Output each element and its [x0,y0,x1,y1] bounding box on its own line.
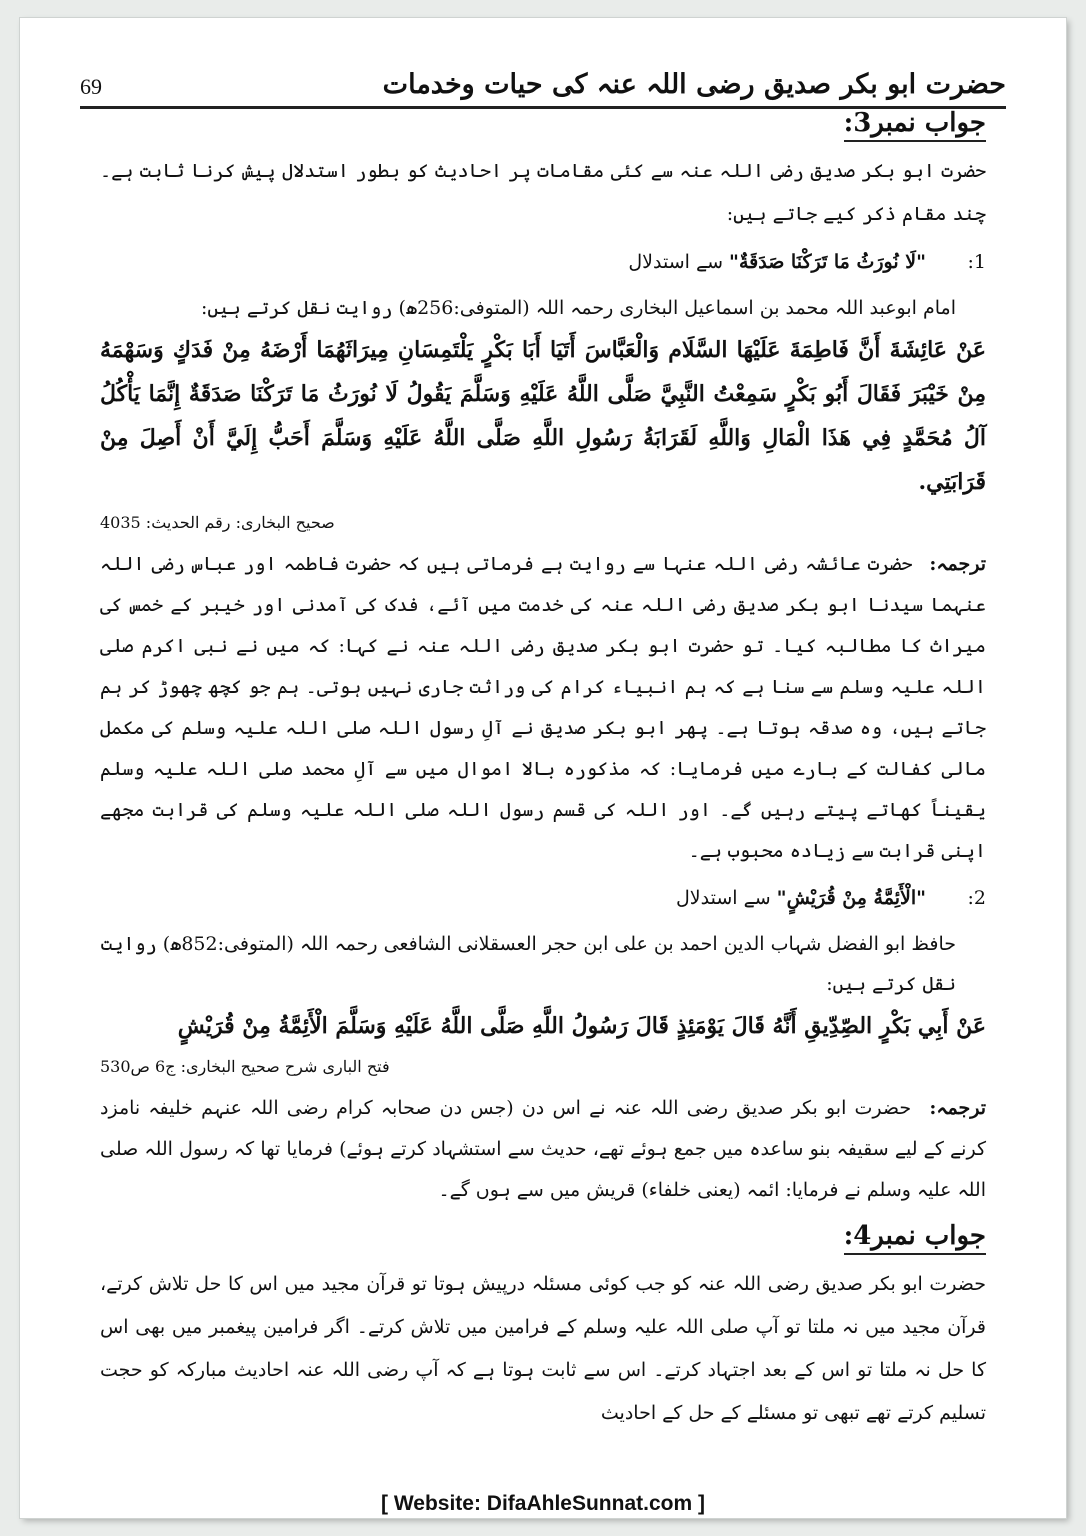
item-2 [100,878,986,918]
item-2-narrator: حافظ ابو الفضل شہاب الدین احمد بن علی ابن حجر العسقلانی الشافعی رحمہ اللہ (المتوفی:852ھ) روایت نقل کرتے ہیں: [101,933,956,995]
website-footer: [ Website: DifaAhleSunnat.com ] [381,1492,705,1515]
page-number: 69 [80,74,102,99]
item-1-translation-text: حضرت عائشہ رضی اللہ عنہا سے روایت ہے فرماتی ہیں کہ حضرت فاطمہ اور عباس رضی اللہ عنہما سیدنا ابو بکر صدیق رضی اللہ عنہ کی خدمت میں آئے، فدک کی آمدنی اور خیبر کے خمس کی میراث کا مطالبہ کیا۔ تو حضرت ابو بکر صدیق رضی اللہ عنہ نے کہا: کہ میں نے نبی اکرم صلی اللہ علیہ وسلم سے سنا ہے کہ ہم انبیاء کرام کی وراثت جاری نہیں ہوتی۔ ہم جو کچھ چھوڑ کر ہم جاتے ہیں، وہ صدقہ ہوتا ہے۔ پھر ابو بکر صدیق نے آلِ رسول اللہ صلی اللہ علیہ وسلم کی مکمل مالی کفالت کے بارے میں فرمایا: کہ مذکورہ بالا اموال میں سے آلِ محمد صلی اللہ علیہ وسلم یقیناً کھاتے پیتے رہیں گے۔ اور اللہ کی قسم رسول اللہ صلی اللہ علیہ وسلم کی قرابت مجھے اپنی قرابت سے زیادہ محبوب ہے۔ [100,553,986,862]
book-title: حضرت ابو بکر صدیق رضی اللہ عنہ کی حیات وخدمات [382,69,1006,100]
answer-3-heading: جواب نمبر3: [844,108,986,142]
item-2-translation-text: حضرت ابو بکر صدیق رضی اللہ عنہ نے اس دن (جس دن صحابہ کرام رضی اللہ عنہم خلیفہ نامزد کرنے کے لیے سقیفہ بنو ساعدہ میں جمع ہوئے تھے، حدیث سے استشہاد کرتے ہوئے) فرمایا تھا کہ رسول اللہ صلی اللہ علیہ وسلم نے فرمایا: ائمہ (یعنی خلفاء) قریش میں سے ہوں گے۔ [100,1097,986,1201]
answer-4-heading: جواب نمبر4: [844,1221,986,1255]
item-1-quote: "لَا نُورَثُ مَا تَرَكْنَا صَدَقَةٌ" [729,251,926,273]
answer-4-text: حضرت ابو بکر صدیق رضی اللہ عنہ کو جب کوئی مسئلہ درپیش ہوتا تو قرآن مجید میں اس کا حل تلاش کرتے، قرآن مجید میں نہ ملتا تو آپ صلی اللہ علیہ وسلم کے فرامین میں تلاش کرتے۔ اگر فرامین پیغمبر میں بھی اس کا حل نہ ملتا تو اس کے بعد اجتہاد کرتے۔ اس سے ثابت ہوتا ہے کہ آپ رضی اللہ عنہ احادیث مبارکہ کو حجت تسلیم کرتے تھے تبھی تو مسئلے کے حل کے احادیث [100,1273,986,1424]
item-1-translation [100,544,986,872]
item-2-arabic-hadith: عَنْ أَبِي بَكْرٍ الصِّدِّيقِ أَنَّهُ قَالَ يَوْمَئِذٍ قَالَ رَسُولُ اللَّهِ صَلَّى اللَّهُ عَلَيْهِ وَسَلَّمَ الْأَئِمَّةُ مِنْ قُرَيْشٍ [177,1013,986,1039]
item-1-narrator: امام ابوعبد اللہ محمد بن اسماعیل البخاری رحمہ اللہ (المتوفی:256ھ) روایت نقل کرتے ہیں: [200,297,956,319]
translation-label: ترجمہ: [929,553,987,575]
item-1 [100,242,986,282]
translation-label: ترجمہ: [929,1097,986,1119]
item-2-suffix: سے استدلال [675,887,771,909]
item-1-reference: صحیح البخاری: رقم الحدیث: 4035 [100,513,335,532]
item-2-number: 2: [967,887,986,909]
item-2-title [676,878,926,918]
item-1-suffix: سے استدلال [628,251,723,273]
item-1-title [628,242,926,282]
item-2-reference: فتح الباری شرح صحیح البخاری: ج6 ص530 [100,1057,390,1076]
item-1-number: 1: [967,251,986,273]
item-2-quote: "الْأَئِمَّةُ مِنْ قُرَيْشٍ" [776,887,926,909]
page-header [80,40,1006,109]
item-1-arabic-hadith: عَنْ عَائِشَةَ أَنَّ فَاطِمَةَ عَلَيْهَا السَّلَام وَالْعَبَّاسَ أَتَيَا أَبَا بَكْرٍ يَلْتَمِسَانِ مِيرَاثَهُمَا أَرْضَهُ مِنْ فَدَكٍ وَسَهْمَهُ مِنْ خَيْبَرَ فَقَالَ أَبُو بَكْرٍ سَمِعْتُ النَّبِيَّ صَلَّى اللَّهُ عَلَيْهِ وَسَلَّمَ يَقُولُ لَا نُورَثُ مَا تَرَكْنَا صَدَقَةٌ إِنَّمَا يَأْكُلُ آلُ مُحَمَّدٍ فِي هَذَا الْمَالِ وَاللَّهِ لَقَرَابَةُ رَسُولِ اللَّهِ صَلَّى اللَّهُ عَلَيْهِ وَسَلَّمَ أَحَبُّ إِلَيَّ أَنْ أَصِلَ مِنْ قَرَابَتِي. [100,337,986,495]
page-content [100,108,986,1435]
answer-3-intro: حضرت ابو بکر صدیق رضی اللہ عنہ سے کئی مقامات پر احادیث کو بطور استدلال پیش کرنا ثابت ہے۔ چند مقام ذکر کیے جاتے ہیں: [100,160,986,225]
item-2-translation [100,1088,986,1211]
document-page [20,18,1066,1518]
